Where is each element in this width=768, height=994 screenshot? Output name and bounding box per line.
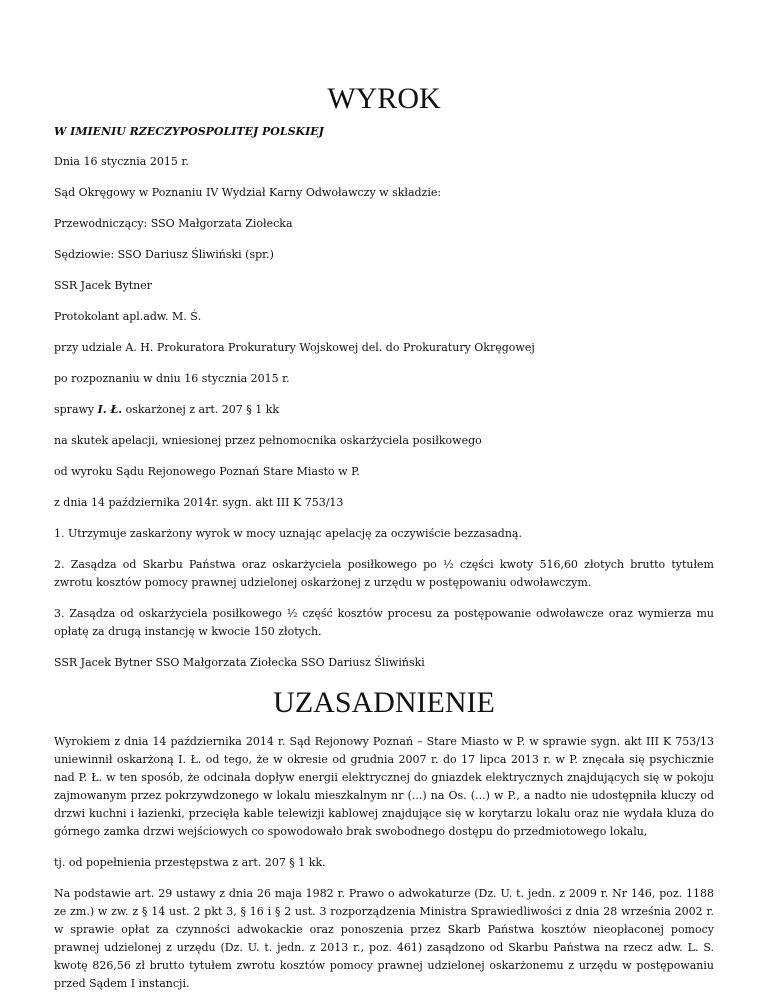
point-1: 1. Utrzymuje zaskarżony wyrok w mocy uznając apelację za oczywiście bezzasadną. (54, 527, 522, 540)
justification-paragraph-2: tj. od popełnienia przestępstwa z art. 207 § 1 kk. (54, 856, 326, 869)
hearing-line: po rozpoznaniu w dniu 16 stycznia 2015 r. (54, 372, 290, 385)
judgment-of-line: od wyroku Sądu Rejonowego Poznań Stare Miasto w P. (54, 465, 360, 478)
justification-heading: UZASADNIENIE (273, 686, 495, 719)
court-line: Sąd Okręgowy w Poznaniu IV Wydział Karny Odwoławczy w składzie: (54, 186, 442, 199)
justification-paragraph-1: Wyrokiem z dnia 14 października 2014 r. Sąd Rejonowy Poznań – Stare Miasto w P. w sprawie sygn. akt III K 753/13 uniewinnił oskarżoną I. Ł. od tego, że w okresie od grudnia 2007 r. do 17 lipca 2013 r. w P. znęcała się psychicznie nad P. Ł. w ten sposób, że odcinała dopływ energii elektrycznej do gniazdek elektrycznych znajdujących się w pokoju zajmowanym przez pokrzywdzonego w lokalu mieszkalnym nr (...) na Os. (...) w P., a nadto nie udostępniła kluczy od drzwi kuchni i łazienki, przecięła kable telewizji kablowej znajdujące się w korytarzu lokalu oraz nie wydała kluza do górnego zamka drzwi wejściowych co spowodowało brak swobodnego dostępu do przedmiotowego lokalu, (54, 735, 714, 838)
defendant-name: I. Ł. (97, 403, 123, 416)
point-3: 3. Zasądza od oskarżyciela posiłkowego ½ część kosztów procesu za postępowanie odwoławcze oraz wymierza mu opłatę za drugą instancję w kwocie 150 złotych. (54, 607, 714, 638)
judge2-line: SSR Jacek Bytner (54, 279, 153, 292)
appeal-line: na skutek apelacji, wniesionej przez pełnomocnika oskarżyciela posiłkowego (54, 434, 482, 447)
case-suffix: oskarżonej z art. 207 § 1 kk (122, 403, 280, 416)
date-line: Dnia 16 stycznia 2015 r. (54, 155, 189, 168)
judges-line: Sędziowie: SSO Dariusz Śliwiński (spr.) (54, 248, 274, 261)
prosecutor-line: przy udziale A. H. Prokuratora Prokuratury Wojskowej del. do Prokuratury Okręgowej (54, 341, 535, 354)
clerk-line: Protokolant apl.adw. M. Ś. (54, 310, 202, 323)
case-prefix: sprawy (54, 403, 98, 416)
point-2: 2. Zasądza od Skarbu Państwa oraz oskarżyciela posiłkowego po ½ części kwoty 516,60 złotych brutto tytułem zwrotu kosztów pomocy prawnej udzielonej oskarżonej z urzędu w postępowaniu odwoławczym. (54, 558, 714, 589)
case-line (54, 401, 714, 419)
justification-paragraph-3: Na podstawie art. 29 ustawy z dnia 26 maja 1982 r. Prawo o adwokaturze (Dz. U. t. jedn. z 2009 r. Nr 146, poz. 1188 ze zm.) w zw. z § 14 ust. 2 pkt 3, § 16 i § 2 ust. 3 rozporządzenia Ministra Sprawiedliwości z dnia 28 września 2002 r. w sprawie opłat za czynności adwokackie oraz ponoszenia przez Skarb Państwa kosztów nieopłaconej pomocy prawnej udzielonej z urzędu (Dz. U. t. jedn. z 2013 r., poz. 461) zasądzono od Skarbu Państwa na rzecz adw. L. S. kwotę 826,56 zł brutto tytułem zwrotu kosztów pomocy prawnej udzielonej oskarżonemu z urzędu w postępowaniu przed Sądem I instancji. (54, 887, 714, 990)
judgment-date-line: z dnia 14 października 2014r. sygn. akt III K 753/13 (54, 496, 344, 509)
chair-line: Przewodniczący: SSO Małgorzata Ziołecka (54, 217, 293, 230)
page-title: WYROK (327, 82, 441, 115)
subtitle: W IMIENIU RZECZYPOSPOLITEJ POLSKIEJ (54, 125, 324, 138)
signatures-line: SSR Jacek Bytner SSO Małgorzata Ziołecka SSO Dariusz Śliwiński (54, 656, 425, 669)
